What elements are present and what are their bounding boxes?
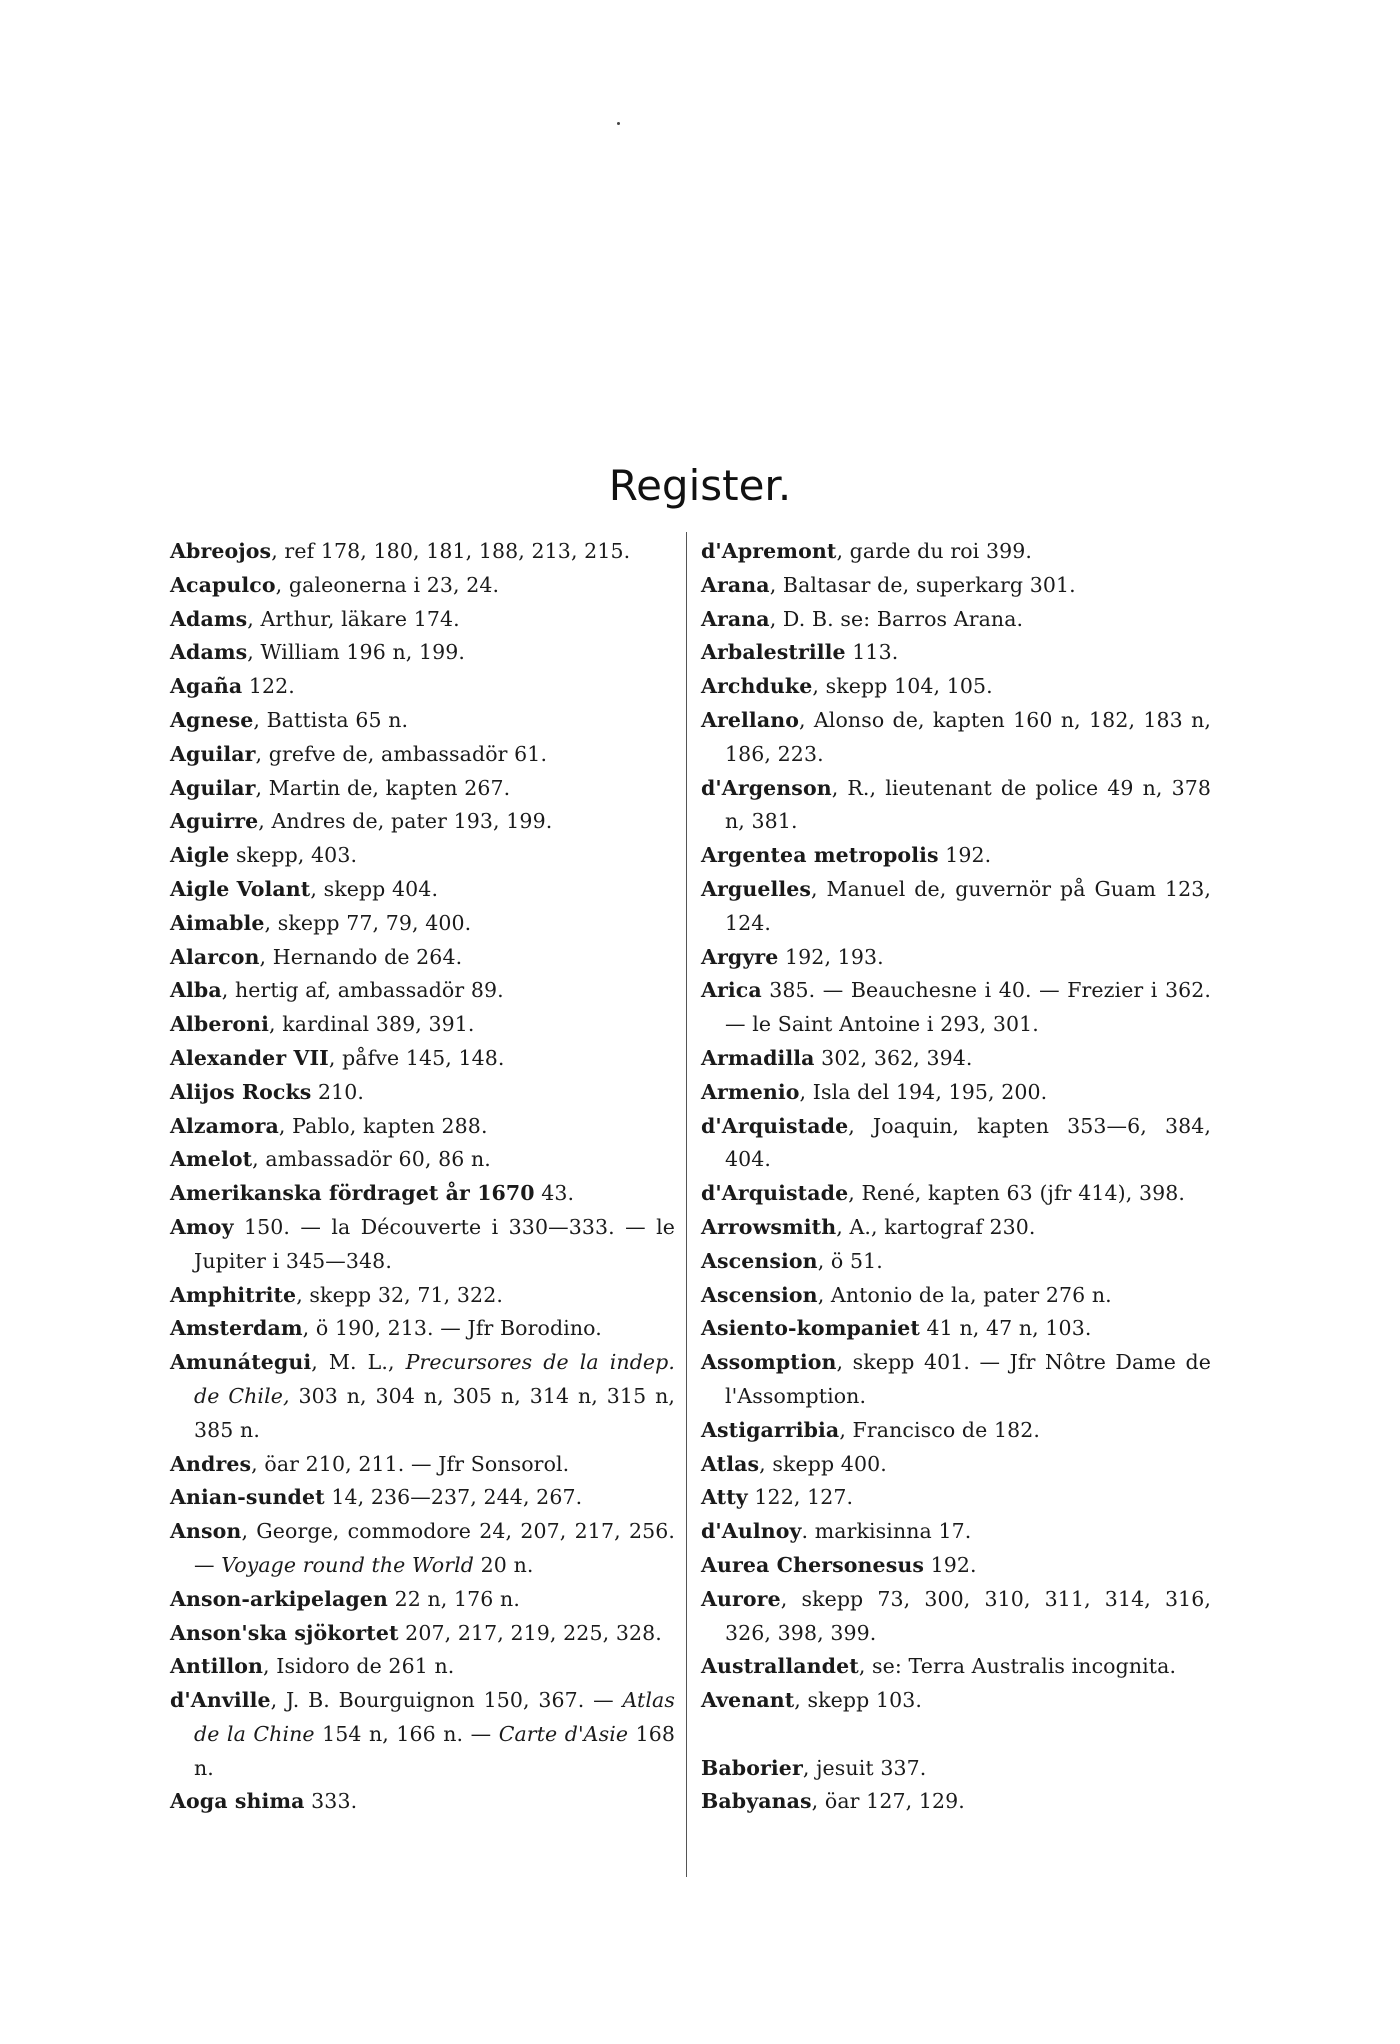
- index-entry: [170, 1448, 675, 1482]
- entry-text: , garde du roi 399.: [836, 539, 1032, 563]
- index-entry: [701, 1110, 1211, 1178]
- index-entry: [701, 873, 1211, 941]
- entry-headword: Amphitrite: [170, 1282, 297, 1307]
- entry-headword: d'Arquistade: [701, 1113, 849, 1138]
- index-entry: [701, 1549, 1211, 1583]
- entry-headword: Aigle Volant: [170, 876, 311, 901]
- entry-text: , Hernando de 264.: [259, 944, 463, 969]
- index-entry: [701, 1684, 1211, 1718]
- index-entry: [170, 1211, 675, 1279]
- index-entry: [170, 1583, 675, 1617]
- entry-headword: Andres: [170, 1451, 252, 1476]
- entry-headword: d'Arquistade: [701, 1181, 849, 1206]
- entry-text: 14, 236—237, 244, 267.: [324, 1485, 583, 1510]
- index-entry: [701, 636, 1211, 670]
- entry-text: 113.: [845, 640, 899, 665]
- entry-text: , grefve de, ambassadör 61.: [255, 741, 548, 766]
- index-entry: [170, 1177, 675, 1211]
- entry-headword: Arguelles: [701, 876, 812, 901]
- index-entry: [701, 1448, 1211, 1482]
- entry-headword: Antillon: [170, 1654, 264, 1679]
- entry-text: , se: Terra Australis incognita.: [858, 1654, 1177, 1679]
- index-entry: [170, 603, 675, 637]
- index-entry: [170, 1076, 675, 1110]
- index-column-left: [170, 535, 675, 1819]
- index-entry: [701, 704, 1211, 772]
- index-entry: [170, 1617, 675, 1651]
- entry-text: , påfve 145, 148.: [328, 1045, 505, 1070]
- entry-headword: Armadilla: [701, 1045, 815, 1070]
- index-entry: [701, 1346, 1211, 1414]
- index-column-right: [701, 535, 1211, 1819]
- entry-text: 43.: [534, 1181, 575, 1206]
- entry-headword: Adams: [170, 606, 248, 631]
- index-entry: [170, 569, 675, 603]
- entry-text: , jesuit 337.: [802, 1755, 927, 1780]
- index-entry: [701, 1752, 1211, 1786]
- index-entry: [170, 1110, 675, 1144]
- entry-text: 302, 362, 394.: [814, 1045, 973, 1070]
- index-entry: [170, 907, 675, 941]
- index-entry: [701, 1279, 1211, 1313]
- page-title: Register.: [608, 461, 792, 511]
- entry-text: , D. B. se: Barros Arana.: [769, 606, 1024, 631]
- index-entry: [701, 974, 1211, 1042]
- index-entry: [701, 1481, 1211, 1515]
- entry-headword: Arellano: [701, 707, 799, 732]
- entry-headword: Adams: [170, 640, 248, 665]
- entry-title-italic: Precursores de la indep. de Chile,: [194, 1350, 675, 1408]
- entry-text: 122, 127.: [747, 1485, 854, 1510]
- index-entry: [701, 1515, 1211, 1549]
- entry-headword: Avenant: [701, 1688, 795, 1713]
- entry-headword: Arbalestrille: [701, 640, 846, 665]
- entry-text: . markisinna 17.: [801, 1519, 972, 1544]
- entry-text: , kardinal 389, 391.: [269, 1012, 475, 1037]
- entry-text: , ö 51.: [817, 1248, 883, 1273]
- entry-text: 122.: [242, 674, 295, 699]
- entry-headword: Armenio: [701, 1079, 800, 1104]
- entry-text: , M. L.,: [311, 1350, 406, 1375]
- entry-headword: Alarcon: [170, 944, 260, 969]
- entry-text: 22 n, 176 n.: [387, 1586, 520, 1611]
- entry-text: , George, commodore 24, 207, 217, 256. —: [194, 1519, 675, 1577]
- entry-headword: Alberoni: [170, 1012, 270, 1037]
- index-entry: [170, 738, 675, 772]
- index-entry: [170, 1279, 675, 1313]
- entry-text: , Isla del 194, 195, 200.: [799, 1079, 1048, 1104]
- entry-headword: Aurore: [701, 1586, 781, 1611]
- index-entry: [170, 772, 675, 806]
- index-entry: [701, 1211, 1211, 1245]
- entry-text: , öar 127, 129.: [811, 1789, 965, 1814]
- entry-text: , skepp 73, 300, 310, 311, 314, 316, 326, 398, 399.: [725, 1586, 1211, 1645]
- entry-text: , galeonerna i 23, 24.: [275, 572, 500, 597]
- entry-text: , skepp 401. — Jfr Nôtre Dame de l'Assomption.: [725, 1350, 1211, 1408]
- entry-text: 192.: [938, 843, 992, 868]
- entry-headword: Atlas: [701, 1451, 760, 1476]
- entry-text: skepp, 403.: [229, 843, 358, 868]
- entry-headword: Arrowsmith: [701, 1214, 837, 1239]
- entry-text: , skepp 104, 105.: [812, 674, 993, 699]
- index-entry: [170, 839, 675, 873]
- entry-text: , Martin de, kapten 267.: [255, 775, 511, 800]
- entry-text: , R., lieutenant de police 49 n, 378 n, 381.: [725, 775, 1211, 834]
- entry-headword: Arica: [701, 978, 762, 1003]
- entry-text: 385. — Beauchesne i 40. — Frezier i 362. — le Saint Antoine i 293, 301.: [725, 978, 1211, 1037]
- entry-headword: Acapulco: [170, 572, 276, 597]
- index-entry: [170, 1042, 675, 1076]
- entry-headword: Amelot: [170, 1147, 253, 1172]
- index-entry: [170, 974, 675, 1008]
- entry-headword: Anian-sundet: [170, 1485, 325, 1510]
- entry-headword: Assomption: [701, 1350, 837, 1375]
- entry-headword: Arana: [701, 572, 770, 597]
- index-entry: [701, 670, 1211, 704]
- entry-headword: Ascension: [701, 1248, 818, 1273]
- entry-text: , skepp 103.: [794, 1688, 923, 1713]
- entry-headword: Abreojos: [170, 539, 272, 563]
- entry-text: 192, 193.: [778, 944, 884, 969]
- entry-title-italic: Voyage round the World: [221, 1552, 475, 1577]
- entry-headword: Anson: [170, 1519, 242, 1544]
- entry-headword: Amoy: [170, 1214, 234, 1239]
- entry-text: , öar 210, 211. — Jfr Sonsorol.: [251, 1451, 570, 1476]
- index-entry: [170, 1650, 675, 1684]
- entry-text: , Antonio de la, pater 276 n.: [817, 1282, 1112, 1307]
- entry-headword: Argyre: [701, 944, 779, 969]
- entry-headword: Aguirre: [170, 809, 259, 834]
- entry-headword: Ascension: [701, 1282, 818, 1307]
- index-entry: [701, 603, 1211, 637]
- index-entry: [701, 569, 1211, 603]
- entry-text: , Andres de, pater 193, 199.: [258, 809, 553, 834]
- index-entry: [701, 1414, 1211, 1448]
- entry-headword: Archduke: [701, 674, 813, 699]
- entry-headword: Asiento-kompaniet: [701, 1316, 920, 1341]
- entry-headword: Aguilar: [170, 775, 256, 800]
- index-entry: [701, 1312, 1211, 1346]
- index-entry: [701, 941, 1211, 975]
- entry-headword: Anson'ska sjökortet: [170, 1620, 399, 1645]
- entry-text: , Joaquin, kapten 353—6, 384, 404.: [725, 1113, 1211, 1172]
- entry-headword: Aurea Chersonesus: [701, 1552, 924, 1577]
- index-entry: [170, 1515, 675, 1583]
- entry-text: 333.: [304, 1789, 358, 1814]
- index-entry: [170, 873, 675, 907]
- entry-text: , skepp 404.: [310, 876, 439, 901]
- entry-headword: Amsterdam: [170, 1316, 303, 1341]
- entry-text: 150. — la Découverte i 330—333. — le Jupiter i 345—348.: [194, 1214, 675, 1273]
- entry-text: , hertig af, ambassadör 89.: [221, 978, 504, 1003]
- entry-text: , Battista 65 n.: [253, 707, 409, 732]
- entry-text: , skepp 400.: [759, 1451, 887, 1476]
- entry-text: , Pablo, kapten 288.: [278, 1113, 488, 1138]
- index-entry: [170, 535, 675, 569]
- index-entry: [701, 1042, 1211, 1076]
- entry-text: 41 n, 47 n, 103.: [919, 1316, 1092, 1341]
- entry-text: , René, kapten 63 (jfr 414), 398.: [848, 1181, 1186, 1206]
- entry-headword: Atty: [701, 1485, 748, 1510]
- entry-headword: Aguilar: [170, 741, 256, 766]
- entry-headword: Baborier: [701, 1755, 803, 1780]
- index-entry: [170, 704, 675, 738]
- entry-headword: Babyanas: [701, 1789, 812, 1814]
- entry-headword: Astigarribia: [701, 1417, 840, 1442]
- index-entry: [701, 535, 1211, 569]
- entry-text: , Manuel de, guvernör på Guam 123, 124.: [725, 876, 1211, 935]
- entry-text: , A., kartograf 230.: [836, 1214, 1036, 1239]
- entry-headword: Australlandet: [701, 1654, 859, 1679]
- entry-title-italic: Atlas de la Chine: [194, 1688, 675, 1746]
- entry-headword: Amerikanska fördraget år 1670: [170, 1181, 535, 1206]
- entry-headword: d'Apremont: [701, 539, 837, 563]
- entry-headword: Argentea metropolis: [701, 843, 939, 868]
- index-entry: [701, 772, 1211, 840]
- entry-text: 303 n, 304 n, 305 n, 314 n, 315 n, 385 n.: [194, 1383, 675, 1442]
- entry-text: 210.: [311, 1079, 365, 1104]
- index-entry: [170, 1785, 675, 1819]
- entry-headword: d'Argenson: [701, 775, 832, 800]
- index-entry: [170, 1312, 675, 1346]
- entry-text: , William 196 n, 199.: [247, 640, 466, 665]
- entry-headword: Alexander VII: [170, 1045, 329, 1070]
- entry-text: , Isidoro de 261 n.: [263, 1654, 455, 1679]
- entry-text: , ref 178, 180, 181, 188, 213, 215.: [271, 539, 631, 563]
- entry-text: 154 n, 166 n. —: [314, 1721, 499, 1746]
- entry-headword: Anson-arkipelagen: [170, 1586, 388, 1611]
- index-entry: [701, 1245, 1211, 1279]
- entry-text: 192.: [924, 1552, 977, 1577]
- entry-text: 207, 217, 219, 225, 328.: [398, 1620, 662, 1645]
- entry-text: , Arthur, läkare 174.: [247, 606, 460, 631]
- index-entry: [701, 1076, 1211, 1110]
- entry-headword: Alba: [170, 978, 222, 1003]
- entry-text: , J. B. Bourguignon 150, 367. —: [270, 1688, 623, 1713]
- index-entry: [170, 636, 675, 670]
- entry-headword: Arana: [701, 606, 770, 631]
- index-entry: [170, 1684, 675, 1785]
- entry-headword: Alzamora: [170, 1113, 279, 1138]
- index-entry: [170, 1143, 675, 1177]
- entry-headword: Aoga shima: [170, 1789, 305, 1814]
- index-entry: [701, 839, 1211, 873]
- column-divider: [686, 532, 687, 1877]
- entry-headword: Agaña: [170, 674, 243, 699]
- index-entry: [170, 1481, 675, 1515]
- entry-title-italic: Carte d'Asie: [498, 1721, 629, 1746]
- entry-text: 20 n.: [474, 1552, 534, 1577]
- page-speck: [617, 122, 620, 125]
- entry-headword: Alijos Rocks: [170, 1079, 312, 1104]
- entry-text: , Alonso de, kapten 160 n, 182, 183 n, 186, 223.: [725, 707, 1211, 766]
- entry-text: , skepp 32, 71, 322.: [296, 1282, 503, 1307]
- index-entry: [701, 1177, 1211, 1211]
- entry-headword: Aigle: [170, 843, 230, 868]
- entry-text: , Baltasar de, superkarg 301.: [769, 572, 1076, 597]
- entry-headword: Aimable: [170, 910, 265, 935]
- entry-text: , ambassadör 60, 86 n.: [252, 1147, 491, 1172]
- index-entry: [701, 1785, 1211, 1819]
- entry-text: , Francisco de 182.: [839, 1417, 1041, 1442]
- index-entry: [701, 1650, 1211, 1684]
- entry-headword: Agnese: [170, 707, 254, 732]
- entry-text: , skepp 77, 79, 400.: [264, 910, 472, 935]
- index-entry: [170, 1008, 675, 1042]
- entry-text: , ö 190, 213. — Jfr Borodino.: [302, 1316, 602, 1341]
- entry-headword: Amunátegui: [170, 1350, 312, 1375]
- entry-headword: d'Aulnoy: [701, 1519, 802, 1544]
- index-entry: [170, 805, 675, 839]
- index-entry: [170, 670, 675, 704]
- index-entry: [701, 1583, 1211, 1651]
- entry-headword: d'Anville: [170, 1688, 271, 1713]
- index-entry: [170, 941, 675, 975]
- entry-text: 168 n.: [194, 1721, 675, 1780]
- index-entry: [170, 1346, 675, 1447]
